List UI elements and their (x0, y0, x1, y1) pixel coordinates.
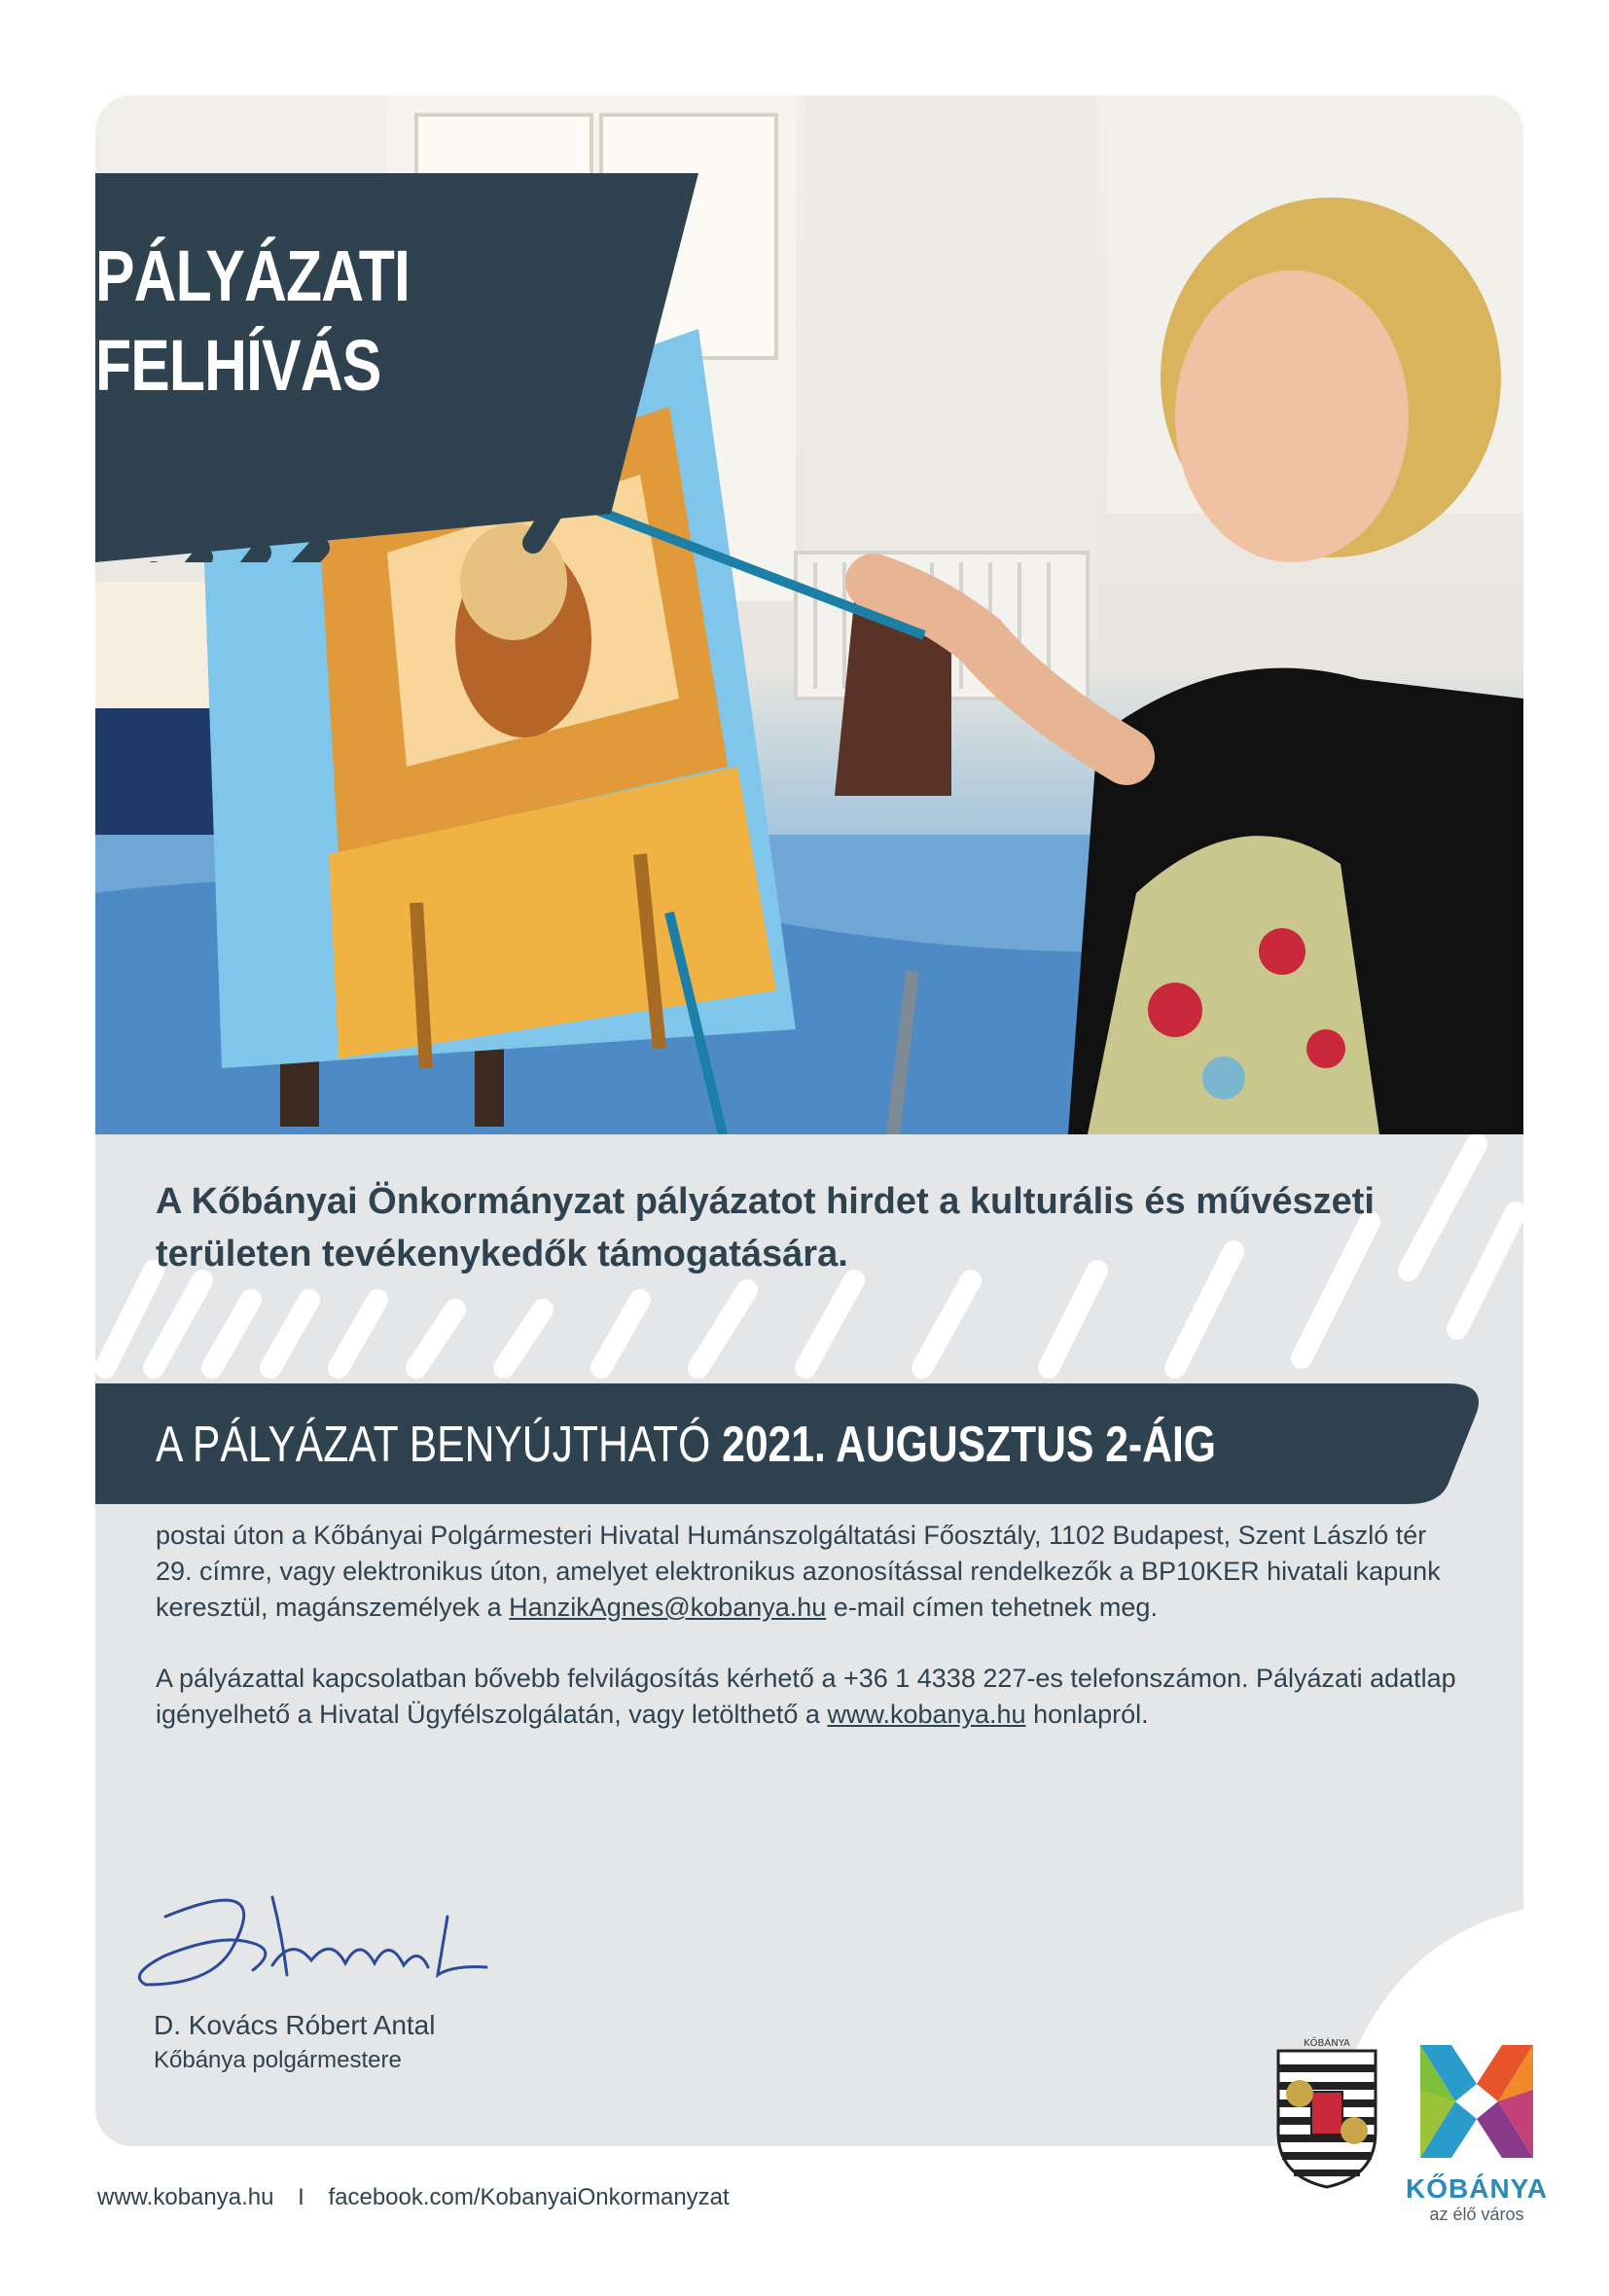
deadline-heading (156, 1416, 1216, 1474)
footer-separator: I (298, 2184, 304, 2210)
contact-text-end: honlapról. (1033, 1700, 1149, 1729)
submission-text-end: e-mail címen tehetnek meg. (833, 1593, 1158, 1622)
title-line-1: PÁLYÁZATI (95, 235, 411, 316)
page-title (95, 232, 410, 411)
footer (97, 2184, 730, 2211)
contact-paragraph (156, 1661, 1469, 1733)
kobanya-brand-icon (1416, 2041, 1537, 2162)
signature (126, 1878, 496, 2004)
deadline-date: 2021. AUGUSZTUS 2-ÁIG (722, 1417, 1216, 1473)
brand-slogan: az élő város (1429, 2205, 1524, 2224)
website-link[interactable]: www.kobanya.hu (827, 1700, 1026, 1729)
intro-text: A Kőbányai Önkormányzat pályázatot hirdet a kulturális és művészeti területen tevékenykedők támogatására. (156, 1181, 1375, 1274)
footer-website-link[interactable]: www.kobanya.hu (97, 2184, 274, 2210)
signer-role: Kőbánya polgármestere (154, 2047, 402, 2073)
submission-paragraph (156, 1518, 1469, 1626)
body-text (156, 1518, 1469, 1768)
deadline-prefix: A PÁLYÁZAT BENYÚJTHATÓ (156, 1417, 711, 1473)
crest-label: KŐBÁNYA (1304, 2038, 1350, 2049)
brand-name: KŐBÁNYA (1406, 2173, 1548, 2204)
footer-facebook-link[interactable]: facebook.com/KobanyaiOnkormanyzat (328, 2184, 730, 2210)
title-line-2: FELHÍVÁS (95, 325, 381, 406)
contact-text: A pályázattal kapcsolatban bővebb felvilágosítás kérhető a +36 1 4338 227-es telefonszámon. Pályázati adatlap igényelhető a Hivatal Ügyfélszolgálatán, vagy letölthető a (156, 1664, 1456, 1729)
coat-of-arms-icon (1272, 2035, 1381, 2189)
email-link[interactable]: HanzikAgnes@kobanya.hu (509, 1593, 827, 1622)
signer-name: D. Kovács Róbert Antal (154, 2010, 436, 2040)
submission-text: postai úton a Kőbányai Polgármesteri Hivatal Humánszolgáltatási Főosztály, 1102 Budapest, Szent László tér 29. címre, vagy elektronikus úton, amelyet elektronikus azonosítással rendelkezők a BP10KER hivatali kapunk keresztül, magánszemélyek a (156, 1521, 1441, 1622)
